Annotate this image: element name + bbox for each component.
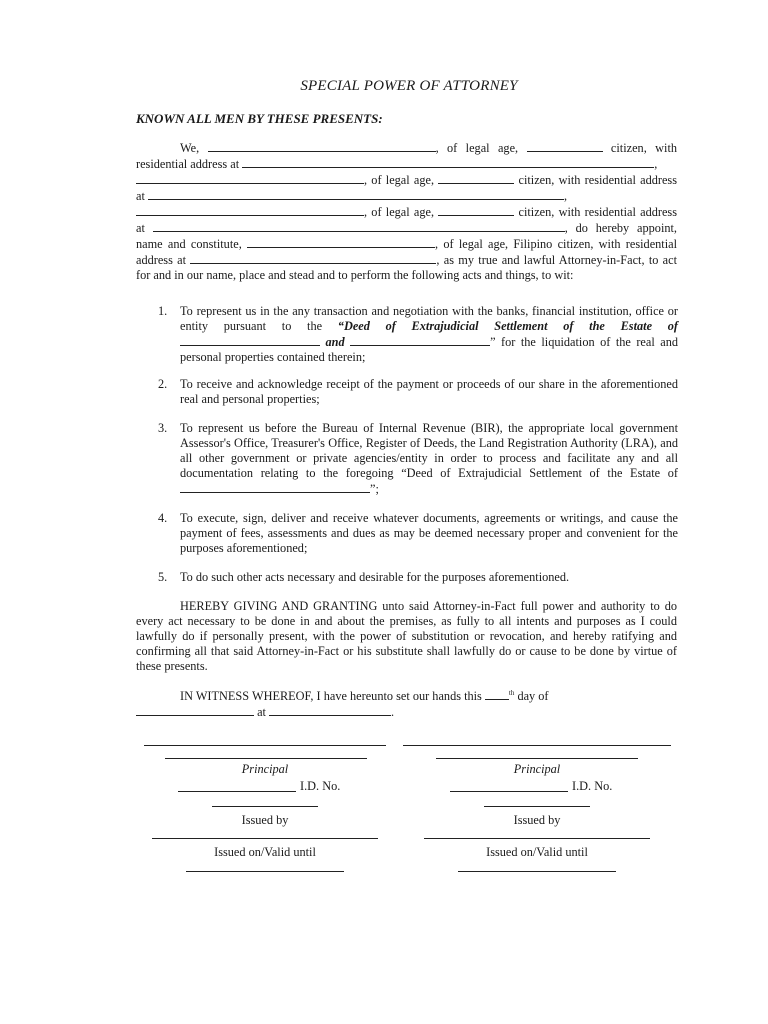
id-number-line-left[interactable]: [212, 806, 318, 807]
name-blank-1[interactable]: [208, 140, 436, 152]
id-no-label-left: I.D. No.: [300, 779, 341, 793]
list-item: 2. To receive and acknowledge receipt of the payment or proceeds of our share in the aforementioned real and personal properties;: [158, 377, 678, 406]
estate-blank-1[interactable]: [180, 334, 320, 346]
month-blank[interactable]: [136, 704, 254, 716]
issued-by-line-right[interactable]: [424, 838, 650, 839]
issued-by-label-left: Issued by: [241, 813, 289, 827]
issued-on-label-left: Issued on/Valid until: [214, 845, 316, 859]
attorney-name-blank[interactable]: [247, 236, 435, 248]
intro-line-2: , of legal age, citizen, with residential address at ,: [136, 173, 678, 203]
id-no-label-right: I.D. No.: [572, 779, 613, 793]
citizenship-blank-1[interactable]: [527, 140, 603, 152]
list-item: 4. To execute, sign, deliver and receive whatever documents, agreements or writings, and cause the payment of fees, assessments and dues as may be deemed necessary proper and convenient for the purposes aforementioned;: [158, 511, 678, 555]
intro-line-3: , of legal age, citizen, with residential address at , do hereby appoint, name and constitute, , of legal age, Filipino citizen, with residential address at , as my true and lawful Attorney-in-Fact, to act for and in our name, place and stead and to perform the following acts and things, to wit:: [136, 205, 678, 282]
issued-on-label-right: Issued on/Valid until: [486, 845, 588, 859]
document-subtitle: KNOWN ALL MEN BY THESE PRESENTS:: [136, 111, 383, 126]
address-blank-2[interactable]: [148, 188, 564, 200]
document-title: SPECIAL POWER OF ATTORNEY: [300, 78, 518, 94]
issued-on-line-right[interactable]: [458, 871, 616, 872]
id-no-line-left[interactable]: [178, 791, 296, 792]
address-blank-1[interactable]: [242, 156, 654, 168]
issued-by-label-right: Issued by: [513, 813, 561, 827]
granting-paragraph: HEREBY GIVING AND GRANTING unto said Attorney-in-Fact full power and authority to do every act necessary to be done in and about the premises, as fully to all intents and purposes as I could lawfully do if personally present, with the power of substitution or revocation, and hereby ratifying and confirming all that said Attorney-in-Fact or his substitute shall lawfully do or cause to be done by virtue of these presents.: [136, 599, 677, 673]
citizenship-blank-2[interactable]: [438, 172, 514, 184]
estate-blank-2[interactable]: [350, 334, 490, 346]
issued-by-line-left[interactable]: [152, 838, 378, 839]
name-blank-3[interactable]: [136, 204, 364, 216]
citizenship-blank-3[interactable]: [438, 204, 514, 216]
principal-label-left: Principal: [241, 762, 289, 776]
estate-blank-3[interactable]: [180, 481, 370, 493]
attorney-address-blank[interactable]: [190, 252, 436, 264]
name-blank-2[interactable]: [136, 172, 364, 184]
id-no-line-right[interactable]: [450, 791, 568, 792]
list-item: 5. To do such other acts necessary and desirable for the purposes aforementioned.: [158, 570, 570, 584]
principal-label-right: Principal: [513, 762, 561, 776]
intro-paragraph: [136, 140, 677, 283]
list-item: 1. To represent us in the any transaction and negotiation with the banks, financial institution, office or entity pursuant to the “Deed of Extrajudicial Settlement of the Estate of and ” for the liquidation of the real and personal properties contained therein;: [158, 304, 678, 364]
day-blank[interactable]: [485, 688, 509, 700]
address-blank-3[interactable]: [153, 220, 565, 232]
signature-name-line-right[interactable]: [436, 758, 638, 759]
witness-paragraph: IN WITNESS WHEREOF, I have hereunto set our hands this $^{th}$ day of at .: [136, 688, 677, 720]
id-number-line-right[interactable]: [484, 806, 590, 807]
intro-line-1: We, , of legal age, citizen, with residential address at ,: [136, 141, 678, 171]
place-blank[interactable]: [269, 704, 391, 716]
signature-line-left[interactable]: [144, 745, 386, 746]
signature-line-right[interactable]: [403, 745, 671, 746]
signature-name-line-left[interactable]: [165, 758, 367, 759]
issued-on-line-left[interactable]: [186, 871, 344, 872]
list-item: 3. To represent us before the Bureau of Internal Revenue (BIR), the appropriate local government Assessor's Office, Treasurer's Office, Register of Deeds, the Land Registration Authority (LRA), and all other government or private agencies/entity in order to process and facilitate any and all documentation relating to the foregoing “Deed of Extrajudicial Settlement of the Estate of ”;: [158, 421, 678, 496]
